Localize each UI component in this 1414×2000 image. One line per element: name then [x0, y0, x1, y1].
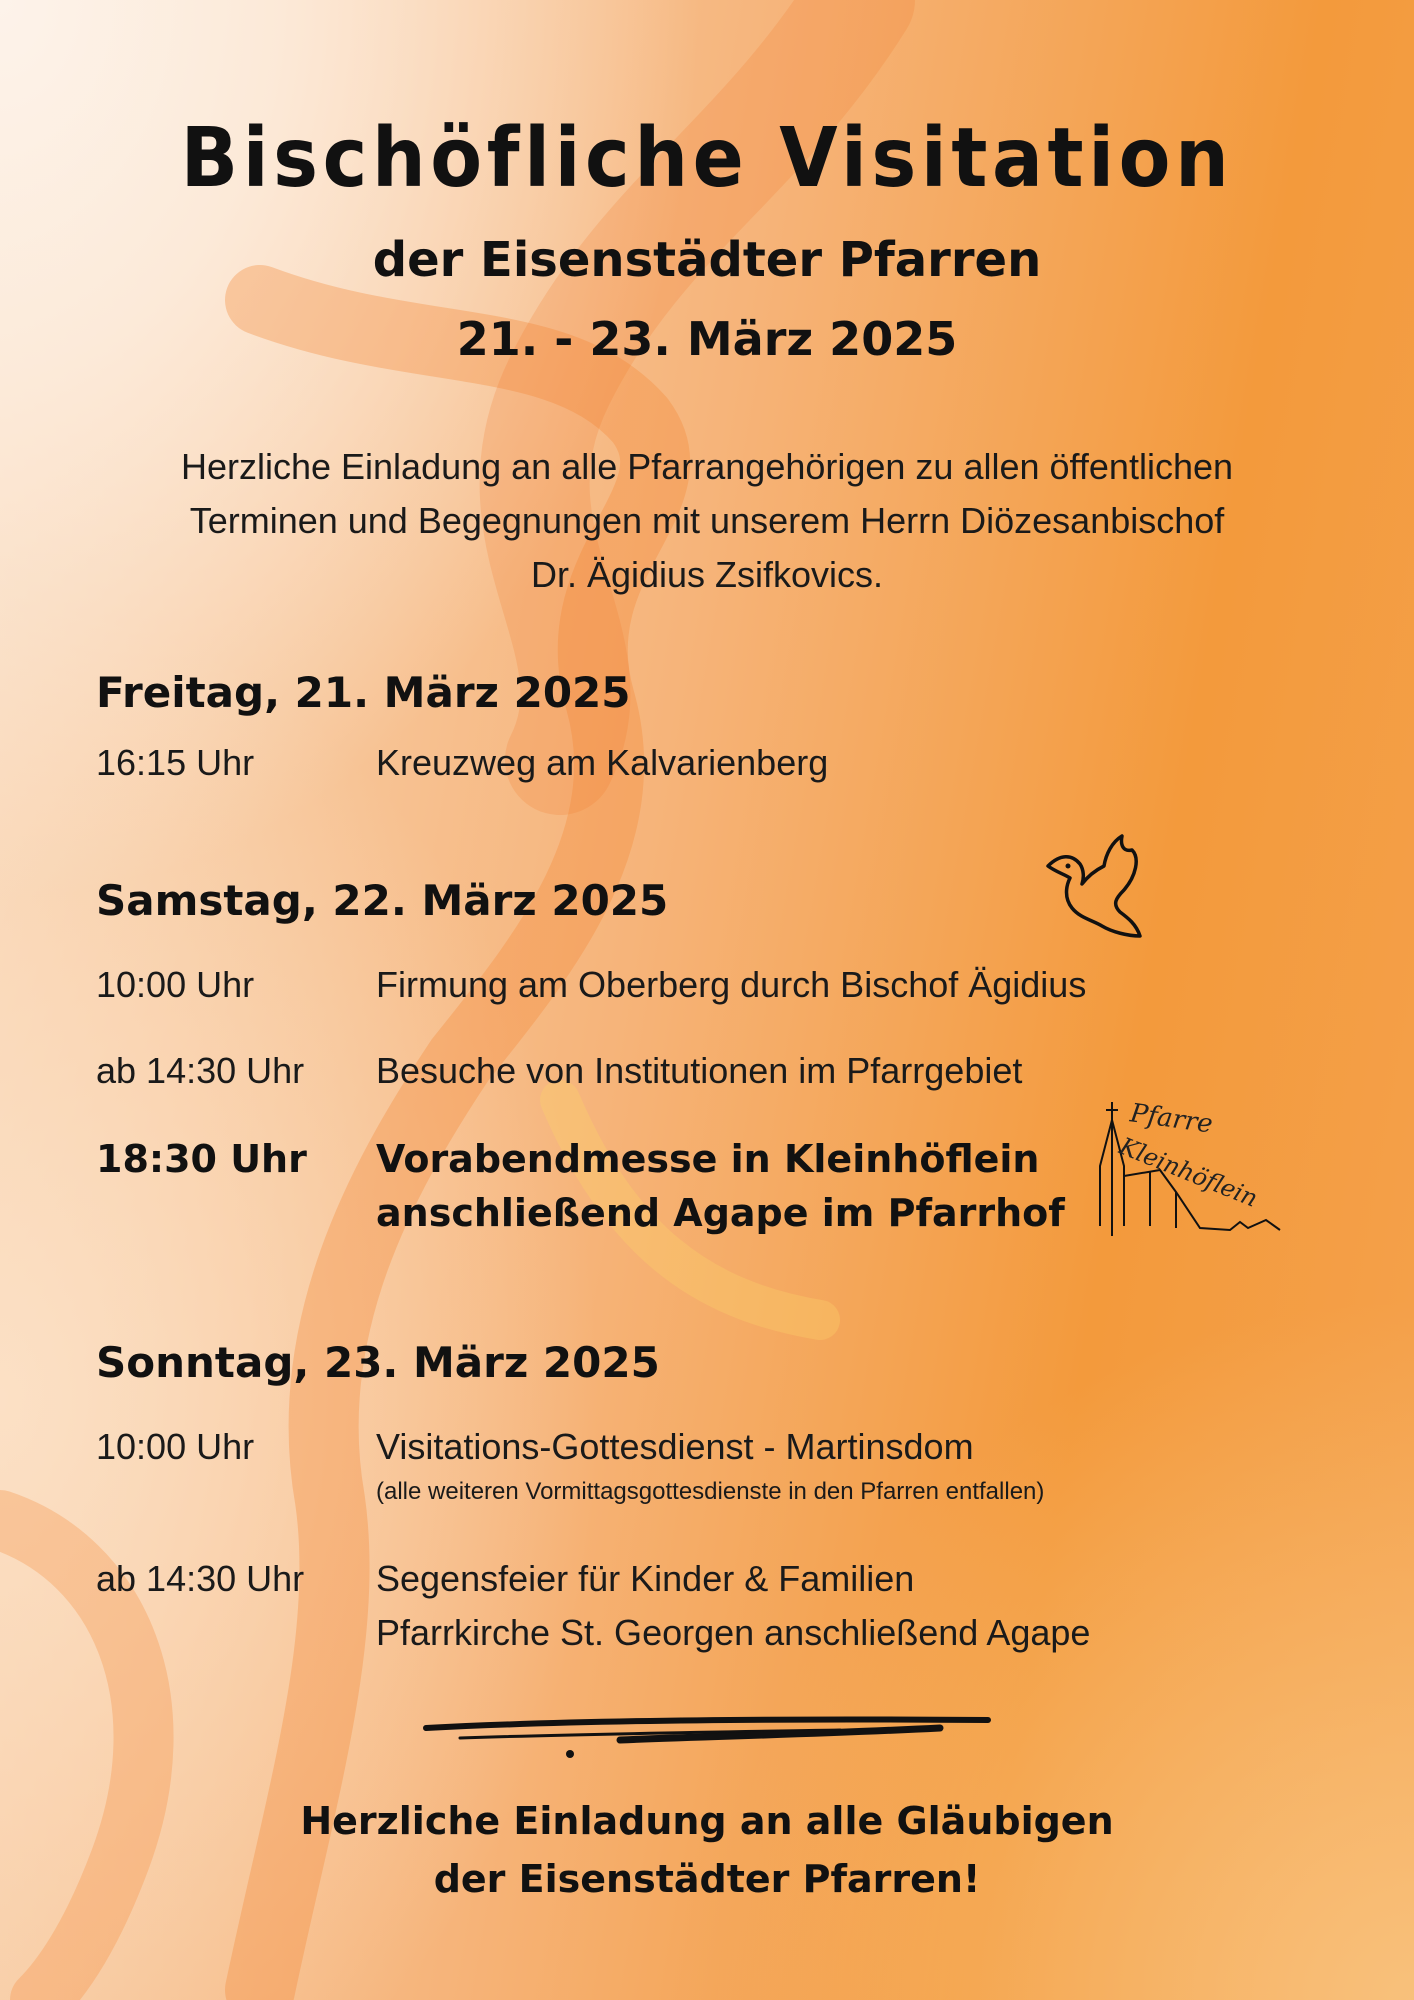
intro-line: Herzliche Einladung an alle Pfarrangehörigen zu allen öffentlichen: [180, 446, 1234, 487]
event-line: Pfarrkirche St. Georgen anschließend Agape: [376, 1612, 1091, 1653]
event-line: Segensfeier für Kinder & Familien: [376, 1558, 915, 1599]
intro-line: Terminen und Begegnungen mit unserem Herrn Diözesanbischof: [189, 500, 1225, 541]
closing-line: Herzliche Einladung an alle Gläubigen: [300, 1799, 1114, 1843]
poster-title: Bischöfliche Visitation: [180, 111, 1234, 206]
event-time: 10:00 Uhr: [96, 1426, 255, 1467]
intro-line: Dr. Ägidius Zsifkovics.: [530, 554, 884, 595]
event-title: Besuche von Institutionen im Pfarrgebiet: [376, 1050, 1023, 1091]
logo-text-kleinhoeflein: Kleinhöflein: [1115, 1132, 1262, 1213]
event-time: ab 14:30 Uhr: [96, 1050, 305, 1091]
intro-text: [80, 440, 1334, 602]
event-time: ab 14:30 Uhr: [96, 1558, 305, 1599]
event-time: 16:15 Uhr: [96, 742, 255, 783]
event-time: 18:30 Uhr: [96, 1137, 307, 1181]
logo-text-pfarre: Pfarre: [1128, 1098, 1215, 1140]
poster-dates: 21. - 23. März 2025: [456, 312, 958, 366]
closing-invitation: [0, 1792, 1414, 1908]
poster-subtitle: der Eisenstädter Pfarren: [372, 232, 1042, 288]
day-heading-saturday: Samstag, 22. März 2025: [96, 876, 669, 925]
event-time: 10:00 Uhr: [96, 964, 255, 1005]
dove-icon: [1040, 832, 1150, 948]
closing-line: der Eisenstädter Pfarren!: [433, 1857, 981, 1901]
event-title: Kreuzweg am Kalvarienberg: [376, 742, 829, 783]
event-line: anschließend Agape im Pfarrhof: [376, 1191, 1065, 1235]
event-title: [376, 1420, 1326, 1510]
day-heading-sunday: Sonntag, 23. März 2025: [96, 1338, 660, 1387]
event-line: Vorabendmesse in Kleinhöflein: [376, 1137, 1040, 1181]
day-heading-friday: Freitag, 21. März 2025: [96, 668, 631, 717]
event-title: Firmung am Oberberg durch Bischof Ägidius: [376, 964, 1087, 1005]
event-title: [376, 1552, 1326, 1660]
brush-divider: [420, 1704, 1000, 1762]
event-note: (alle weiteren Vormittagsgottesdienste in den Pfarren entfallen): [376, 1478, 1045, 1505]
event-line: Visitations-Gottesdienst - Martinsdom: [376, 1426, 974, 1467]
